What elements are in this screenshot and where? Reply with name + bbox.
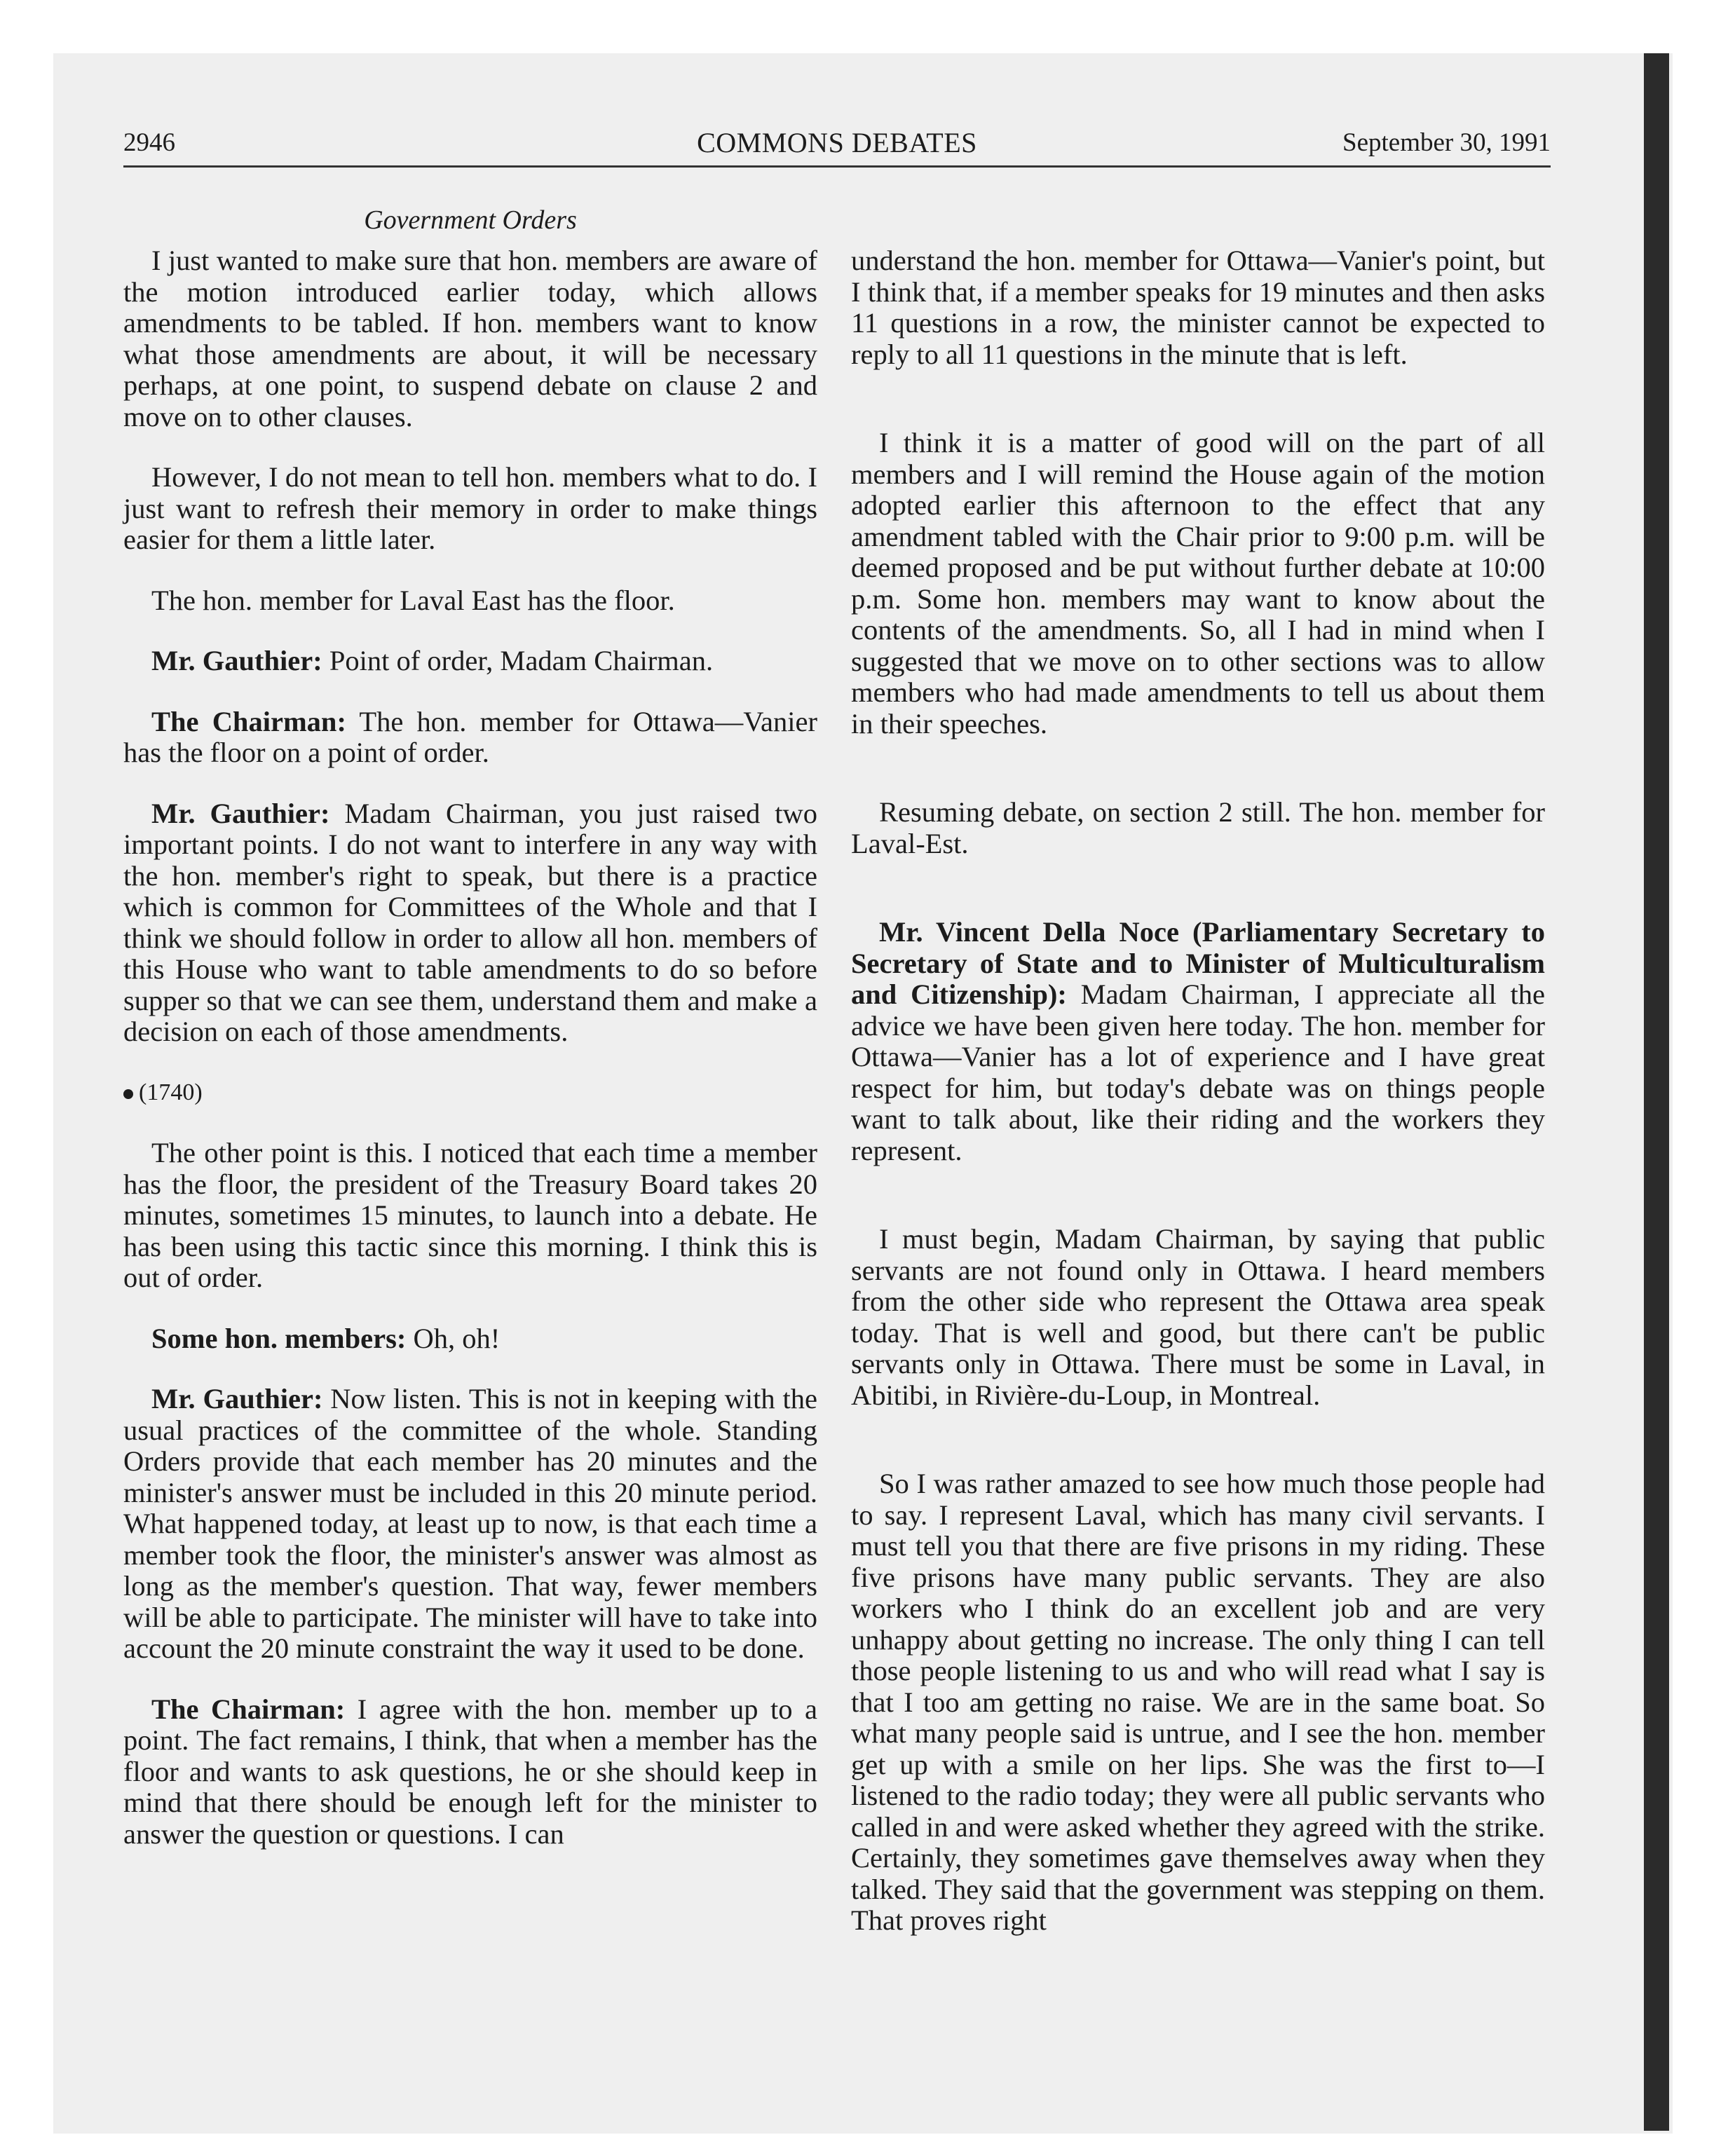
paragraph: I think it is a matter of good will on the part of all members and I will remind the House again of the motion adopted earlier this afternoon to the effect that any amendment tabled with the Chair prior to 9:00 p.m. will be deemed proposed and be put without further debate at 10:00 p.m. Some hon. members may want to know about the contents of the amendments. So, all I had in mind when I suggested that we move on to other sections was to allow members who had made amendments to tell us about them in their speeches. (851, 427, 1545, 739)
speech-text: Now listen. This is not in keeping with the usual practices of the committee of the whole. Standing Orders provide that each member has 20 minutes and the minister's answer must be included in this 20 minute period. What happened today, at least up to now, is that each time a member took the floor, the minister's answer was almost as long as the member's question. That way, fewer members will be able to participate. The minister will have to take into account the 20 minute constraint the way it used to be done. (123, 1383, 817, 1664)
speaker-name: Mr. Gauthier: (151, 645, 322, 676)
speaker-name: The Chairman: (151, 1693, 346, 1725)
speech-text: Point of order, Madam Chairman. (322, 645, 714, 676)
speaker-name: The Chairman: (151, 705, 346, 737)
speaker-name: Some hon. members: (151, 1322, 407, 1354)
speech-paragraph (123, 1384, 817, 1665)
right-column (851, 245, 1545, 1937)
speech-text: Madam Chairman, I appreciate all the advice we have been given here today. The hon. member for Ottawa—Vanier has a lot of experience and I have great respect for him, but today's debate was on things people want to talk about, like their riding and the workers they represent. (851, 978, 1545, 1166)
page-header (123, 126, 1551, 168)
publication-title: COMMONS DEBATES (697, 127, 977, 158)
speech-text: Oh, oh! (406, 1322, 501, 1354)
bullet-icon (123, 1089, 133, 1099)
paragraph: I just wanted to make sure that hon. members are aware of the motion introduced earlier today, which allows amendments to be tabled. If hon. members want to know what those amendments are about, it will be necessary perhaps, at one point, to suspend debate on clause 2 and move on to other clauses. (123, 245, 817, 432)
left-column (123, 245, 817, 1850)
paragraph: However, I do not mean to tell hon. members what to do. I just want to refresh their memory in order to make things easier for them a little later. (123, 461, 817, 555)
paragraph: Resuming debate, on section 2 still. The hon. member for Laval-Est. (851, 796, 1545, 859)
paragraph: I must begin, Madam Chairman, by saying that public servants are not found only in Ottawa. I heard members from the other side who represent the Ottawa area speak today. That is well and good, but there can't be public servants only in Ottawa. There must be some in Laval, in Abitibi, in Rivière-du-Loup, in Montreal. (851, 1223, 1545, 1411)
speech-paragraph (123, 798, 817, 1048)
time-marker-text: (1740) (139, 1079, 203, 1105)
section-heading: Government Orders (364, 205, 577, 235)
paragraph-continued: understand the hon. member for Ottawa—Vanier's point, but I think that, if a member speaks for 19 minutes and then asks 11 questions in a row, the minister cannot be expected to reply to all 11 questions in the minute that is left. (851, 245, 1545, 370)
page-date: September 30, 1991 (1342, 128, 1551, 157)
page-number: 2946 (123, 128, 175, 157)
paragraph: So I was rather amazed to see how much those people had to say. I represent Laval, which has many civil servants. I must tell you that there are five prisons in my riding. These five prisons have many public servants. They are also workers who I think do an excellent job and are very unhappy about getting no increase. The only thing I can tell those people listening to us and who will read what I say is that I too am getting no raise. We are in the same boat. So what many people said is untrue, and I see the hon. member get up with a smile on her lips. She was the first to—I listened to the radio today; they were all public servants who called in and were asked whether they agreed with the strike. Certainly, they sometimes gave themselves away when they talked. They said that the government was stepping on them. That proves right (851, 1468, 1545, 1936)
speech-paragraph (123, 707, 817, 769)
speech-paragraph (123, 646, 817, 677)
speech-paragraph (123, 1323, 817, 1355)
speaker-name: Mr. Vincent Della Noce (Parliamentary Secretary to Secretary of State and to Minister of Multiculturalism and Citizenship): (851, 916, 1545, 1010)
paragraph: The other point is this. I noticed that each time a member has the floor, the president of the Treasury Board takes 20 minutes, sometimes 15 minutes, to launch into a debate. He has been using this tactic since this morning. I think this is out of order. (123, 1137, 817, 1293)
paragraph: The hon. member for Laval East has the floor. (151, 584, 675, 616)
time-marker (123, 1077, 817, 1109)
speech-text: I agree with the hon. member up to a point. The fact remains, I think, that when a member has the floor and wants to ask questions, he or she should keep in mind that there should be enough left for the minister to answer the question or questions. I can (123, 1693, 818, 1850)
speaker-name: Mr. Gauthier: (151, 1383, 323, 1414)
speech-paragraph (851, 917, 1545, 1166)
speaker-name: Mr. Gauthier: (151, 797, 330, 829)
speech-text: Madam Chairman, you just raised two important points. I do not want to interfere in any way with the hon. member's right to speak, but there is a practice which is common for Committees of the Whole and that I think we should follow in order to allow all hon. members of this House who want to table amendments to do so before supper so that we can see them, understand them and make a decision on each of those amendments. (123, 797, 817, 1047)
speech-paragraph (123, 1694, 817, 1850)
speech-text: The hon. member for Ottawa—Vanier has the floor on a point of order. (123, 705, 817, 768)
header-rule (123, 165, 1551, 168)
scan-edge-shadow (1644, 53, 1669, 2131)
